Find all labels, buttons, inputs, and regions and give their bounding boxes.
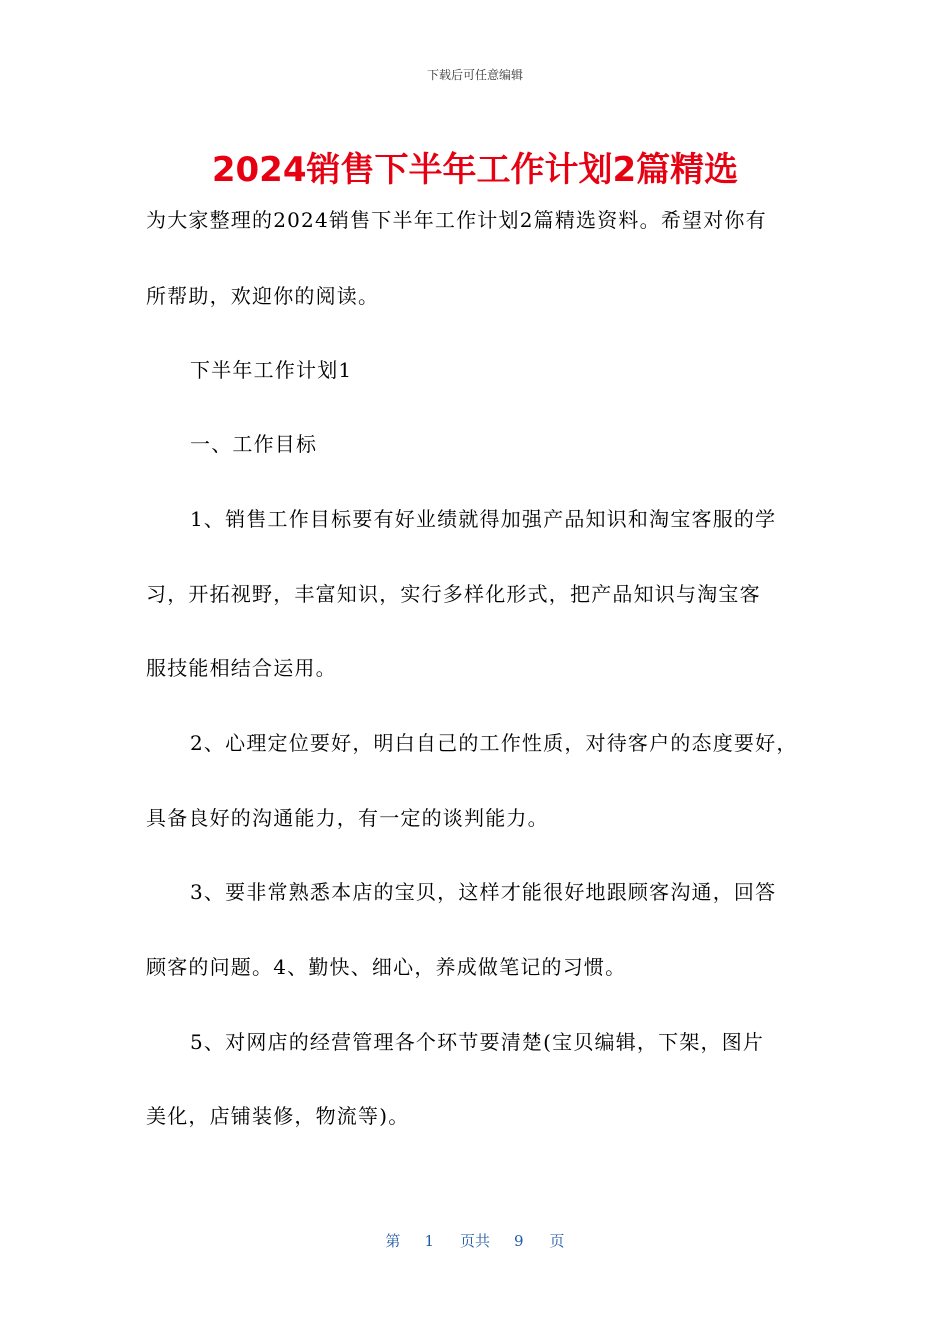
section-heading: 下半年工作计划1 (190, 358, 353, 382)
page-footer (0, 1230, 950, 1251)
paragraph-line: 具备良好的沟通能力，有一定的谈判能力。 (146, 806, 549, 830)
paragraph-line: 2、心理定位要好，明白自己的工作性质，对待客户的态度要好， (190, 731, 798, 755)
paragraph-line: 服技能相结合运用。 (146, 656, 337, 680)
paragraph-line: 所帮助，欢迎你的阅读。 (146, 284, 380, 308)
paragraph-line: 1、销售工作目标要有好业绩就得加强产品知识和淘宝客服的学 (190, 507, 777, 531)
footer-page-prefix: 第 (385, 1232, 401, 1250)
header-note: 下载后可任意编辑 (426, 68, 523, 82)
document-title: 2024销售下半年工作计划2篇精选 (211, 150, 739, 190)
subsection-heading: 一、工作目标 (190, 432, 318, 456)
paragraph-line: 5、对网店的经营管理各个环节要清楚(宝贝编辑，下架，图片 (190, 1030, 765, 1054)
footer-page-number: 1 (424, 1232, 434, 1250)
footer-page-suffix: 页 (549, 1232, 565, 1250)
footer-page-total: 9 (514, 1232, 524, 1250)
paragraph-line: 为大家整理的2024销售下半年工作计划2篇精选资料。希望对你有 (146, 208, 767, 232)
paragraph-line: 顾客的问题。4、勤快、细心，养成做笔记的习惯。 (146, 955, 627, 979)
paragraph-line: 美化，店铺装修，物流等)。 (146, 1104, 410, 1128)
paragraph-line: 习，开拓视野，丰富知识，实行多样化形式，把产品知识与淘宝客 (146, 582, 761, 606)
footer-page-middle: 页共 (459, 1232, 490, 1250)
paragraph-line: 3、要非常熟悉本店的宝贝，这样才能很好地跟顾客沟通，回答 (190, 880, 777, 904)
